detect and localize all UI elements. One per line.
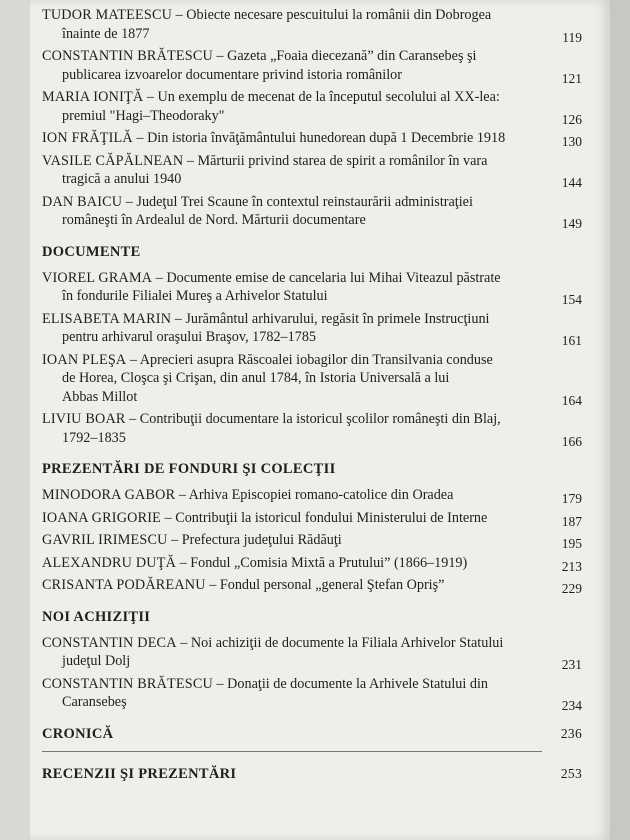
entry-title: Din istoria învăţământului hunedorean după 1 Decembrie 1918 <box>147 130 506 146</box>
entry-title: Aprecieri asupra Răscoalei iobagilor din Transilvania conduse <box>139 351 493 368</box>
entry-author: DAN BAICU <box>42 193 123 210</box>
entry-page: 119 <box>562 29 582 45</box>
entry-title: Obiecte necesare pescuitului la românii din Dobrogea <box>186 7 492 23</box>
toc-entry: GAVRIL IRIMESCU – Prefectura judeţului Rădăuţi 195 <box>42 531 582 550</box>
toc-entry: MINODORA GABOR – Arhiva Episcopiei romano-catolice din Oradea 179 <box>42 486 582 505</box>
toc-entry: ALEXANDRU DUŢĂ – Fondul „Comisia Mixtă a Prutului” (1866–1919) 213 <box>42 554 582 573</box>
toc-entry: MARIA IONIŢĂ – Un exemplu de mecenat de la începutul secolului al XX-lea: premiul "Hagi–Theodoraky" 126 <box>42 88 582 125</box>
entry-title: Fondul „Comisia Mixtă a Prutului” (1866–1919) <box>190 554 468 571</box>
entry-page: 234 <box>561 698 582 713</box>
entry-author: LIVIU BOAR <box>42 411 126 427</box>
section-page: 253 <box>560 765 582 781</box>
toc-entry: CRISANTA PODĂREANU – Fondul personal „general Ştefan Opriş” 229 <box>42 576 582 595</box>
entry-title: Donaţii de documente la Arhivele Statului din <box>227 675 488 692</box>
toc-entry: ELISABETA MARIN – Jurământul arhivarului, regăsit în primele Instrucţiuni pentru arhivarul oraşului Braşov, 1782–1785 161 <box>42 310 582 347</box>
entry-author: ELISABETA MARIN <box>42 310 172 327</box>
section-heading-fonduri: PREZENTĂRI DE FONDURI ŞI COLECŢII <box>42 461 336 477</box>
entry-author: MINODORA GABOR <box>42 487 176 503</box>
entry-page: 121 <box>561 70 582 86</box>
entry-title: Noi achiziţii de documente la Filiala Arhivelor Statului <box>190 634 504 651</box>
entry-page: 130 <box>561 134 582 149</box>
entry-page: 187 <box>561 513 582 529</box>
entry-title: Jurământul arhivarului, regăsit în primele Instrucţiuni <box>185 310 490 327</box>
entry-author: IOAN PLEŞA <box>42 351 127 368</box>
entry-author: ION FRĂŢILĂ <box>42 130 133 146</box>
entry-author: CONSTANTIN BRĂTESCU <box>42 675 213 692</box>
entry-page: 149 <box>561 216 582 231</box>
toc-entry: LIVIU BOAR – Contribuţii documentare la istoricul şcolilor româneşti din Blaj, 1792–1835 166 <box>42 410 582 447</box>
entry-author: ALEXANDRU DUŢĂ <box>42 554 177 571</box>
entry-author: CRISANTA PODĂREANU <box>42 577 206 593</box>
toc-entry: IOAN PLEŞA – Aprecieri asupra Răscoalei iobagilor din Transilvania conduse de Horea, Cloşca şi Crişan, din anul 1784, în Istoria Universală a lui Abbas Millot 164 <box>42 351 582 407</box>
entry-title: Gazeta „Foaia diecezană” din Caransebeş şi <box>227 48 477 64</box>
toc-entry: VIOREL GRAMA – Documente emise de cancelaria lui Mihai Viteazul păstrate în fondurile Filialei Mureş a Arhivelor Statului 154 <box>42 269 582 306</box>
toc-entry: DAN BAICU – Judeţul Trei Scaune în contextul reinstaurării administraţiei româneşti în Ardealul de Nord. Mărturii documentare 149 <box>42 193 582 230</box>
entry-page: 144 <box>561 175 582 190</box>
page-edge <box>610 0 630 840</box>
entry-title: Contribuţii documentare la istoricul şcolilor româneşti din Blaj, <box>139 411 501 427</box>
entry-page: 154 <box>561 292 582 307</box>
entry-title: Arhiva Episcopiei romano-catolice din Oradea <box>188 487 454 503</box>
entry-author: CONSTANTIN BRĂTESCU <box>42 48 213 64</box>
section-heading-documente: DOCUMENTE <box>42 243 141 260</box>
section-heading-cronica: CRONICĂ 236 <box>42 725 582 742</box>
entry-page: 164 <box>561 392 582 408</box>
entry-author: VASILE CĂPĂLNEAN <box>42 152 184 169</box>
toc-entry: ION FRĂŢILĂ – Din istoria învăţământului hunedorean după 1 Decembrie 1918 130 <box>42 129 582 148</box>
entry-author: TUDOR MATEESCU <box>42 7 173 23</box>
entry-author: VIOREL GRAMA <box>42 269 153 286</box>
entry-author: GAVRIL IRIMESCU <box>42 532 168 548</box>
entry-page: 229 <box>561 581 582 596</box>
entry-page: 179 <box>561 491 582 506</box>
entry-page: 213 <box>561 558 582 574</box>
table-of-contents <box>42 6 582 791</box>
entry-author: IOANA GRIGORIE <box>42 509 162 526</box>
section-heading-achizitii: NOI ACHIZIŢII <box>42 608 151 625</box>
entry-title: Fondul personal „general Ştefan Opriş” <box>219 577 445 593</box>
section-page: 236 <box>560 725 582 741</box>
entry-author: CONSTANTIN DECA <box>42 634 177 651</box>
divider <box>42 751 542 752</box>
entry-page: 166 <box>561 433 582 449</box>
entry-author: MARIA IONIŢĂ <box>42 89 144 105</box>
toc-entry: IOANA GRIGORIE – Contribuţii la istoricul fondului Ministerului de Interne 187 <box>42 509 582 528</box>
section-heading-recenzii: RECENZII ŞI PREZENTĂRI 253 <box>42 765 582 782</box>
toc-entry: CONSTANTIN DECA – Noi achiziţii de documente la Filiala Arhivelor Statului judeţul Dolj 231 <box>42 634 582 671</box>
toc-entry: VASILE CĂPĂLNEAN – Mărturii privind starea de spirit a românilor în vara tragică a anului 1940 144 <box>42 152 582 189</box>
entry-page: 195 <box>561 536 582 551</box>
entry-page: 161 <box>561 333 582 348</box>
entry-page: 231 <box>561 657 582 672</box>
entry-page: 126 <box>561 111 582 127</box>
entry-title: Prefectura judeţului Rădăuţi <box>181 532 342 548</box>
entry-title: Contribuţii la istoricul fondului Ministerului de Interne <box>175 509 488 526</box>
entry-title: Documente emise de cancelaria lui Mihai Viteazul păstrate <box>166 269 501 286</box>
toc-entry: CONSTANTIN BRĂTESCU – Gazeta „Foaia diecezană” din Caransebeş şi publicarea izvoarelor documentare privind istoria românilor 121 <box>42 47 582 84</box>
toc-entry: CONSTANTIN BRĂTESCU – Donaţii de documente la Arhivele Statului din Caransebeş 234 <box>42 675 582 712</box>
entry-title: Judeţul Trei Scaune în contextul reinstaurării administraţiei <box>136 193 473 210</box>
entry-title: Un exemplu de mecenat de la începutul secolului al XX-lea: <box>157 89 500 105</box>
toc-entry: TUDOR MATEESCU – Obiecte necesare pescuitului la românii din Dobrogea înainte de 1877 119 <box>42 6 582 43</box>
entry-title: Mărturii privind starea de spirit a românilor în vara <box>197 152 488 169</box>
